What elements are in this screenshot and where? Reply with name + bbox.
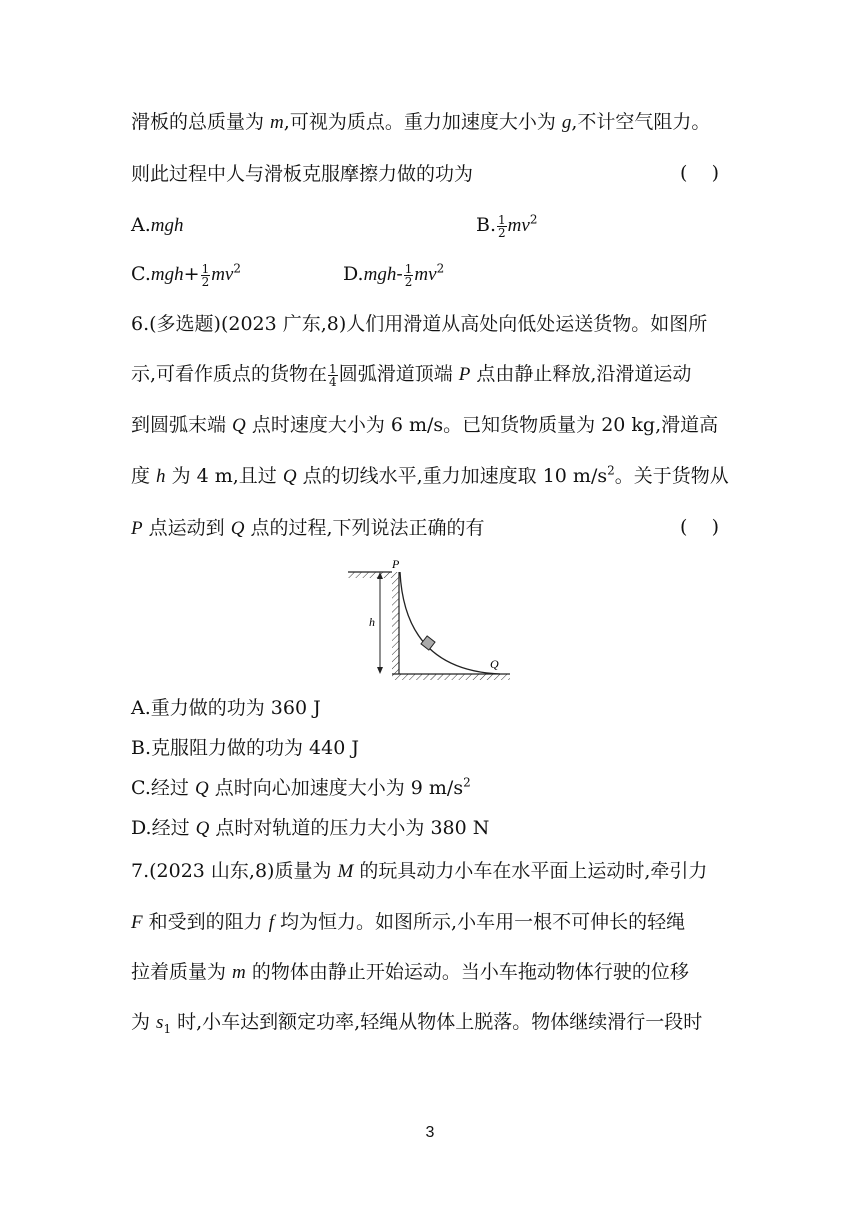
q6-line-1: 6.(多选题)(2023 广东,8)人们用滑道从高处向低处运送货物。如图所 [131,313,708,335]
q7-line-3: 拉着质量为 m 的物体由静止开始运动。当小车拖动物体行驶的位移 [131,961,689,983]
q5-line-2: 则此过程中人与滑板克服摩擦力做的功为 [131,163,474,185]
label-h: h [369,615,375,629]
q6-line-3: 到圆弧末端 Q 点时速度大小为 6 m/s。已知货物质量为 20 kg,滑道高 [131,414,719,436]
q6-line-5: P 点运动到 Q 点的过程,下列说法正确的有 [131,517,485,539]
q5-option-d: D.mgh- $\frac{1}{2}$ $mv^2$ [343,261,445,289]
quarter-circle-track [400,572,500,674]
q7-line-4: 为 $s_1$ 时,小车达到额定功率,轻绳从物体上脱落。物体继续滑行一段时 [131,1011,703,1036]
q6-line-2: 示,可看作质点的货物在 $\frac{1}{4}$ 圆弧滑道顶端 P 点由静止释放,沿滑道运动 [131,361,692,389]
q5-options-row-1 [131,212,538,240]
q6-line-4: 度 h 为 4 m,且过 Q 点的切线水平,重力加速度取 10 $m/s^2$。关于货物从 [131,463,729,487]
q5-line-1: 滑板的总质量为 m,可视为质点。重力加速度大小为 g,不计空气阻力。 [131,111,711,133]
q7-line-1: 7.(2023 山东,8)质量为 M 的玩具动力小车在水平面上运动时,牵引力 [131,860,708,882]
q6-option-c: C.经过 Q 点时向心加速度大小为 9 $m/s^2$ [131,775,471,799]
height-arrow-bottom [377,667,383,674]
page-number: 3 [425,1124,435,1141]
top-ledge-hatching [348,572,392,578]
slide-diagram [340,558,520,680]
q5-options-row-2 [131,261,445,289]
label-p: P [392,558,400,571]
q5-answer-paren: ( ) [680,162,719,184]
q7-line-2: F 和受到的阻力 f 均为恒力。如图所示,小车用一根不可伸长的轻绳 [131,911,686,933]
q6-option-b: B.克服阻力做的功为 440 J [131,737,359,759]
q6-answer-paren: ( ) [680,516,719,538]
q5-option-b: B. $\frac{1}{2}$ $mv^2$ [476,212,538,240]
cargo-block [421,636,435,650]
label-q: Q [490,657,499,671]
ground-hatching [392,674,510,680]
q6-option-a: A.重力做的功为 360 J [131,697,321,719]
wall-hatching [392,572,399,674]
q5-option-a: A.mgh [131,214,184,236]
q5-option-c: C.mgh+ $\frac{1}{2}$ $mv^2$ [131,261,241,289]
q6-option-d: D.经过 Q 点时对轨道的压力大小为 380 N [131,817,490,839]
